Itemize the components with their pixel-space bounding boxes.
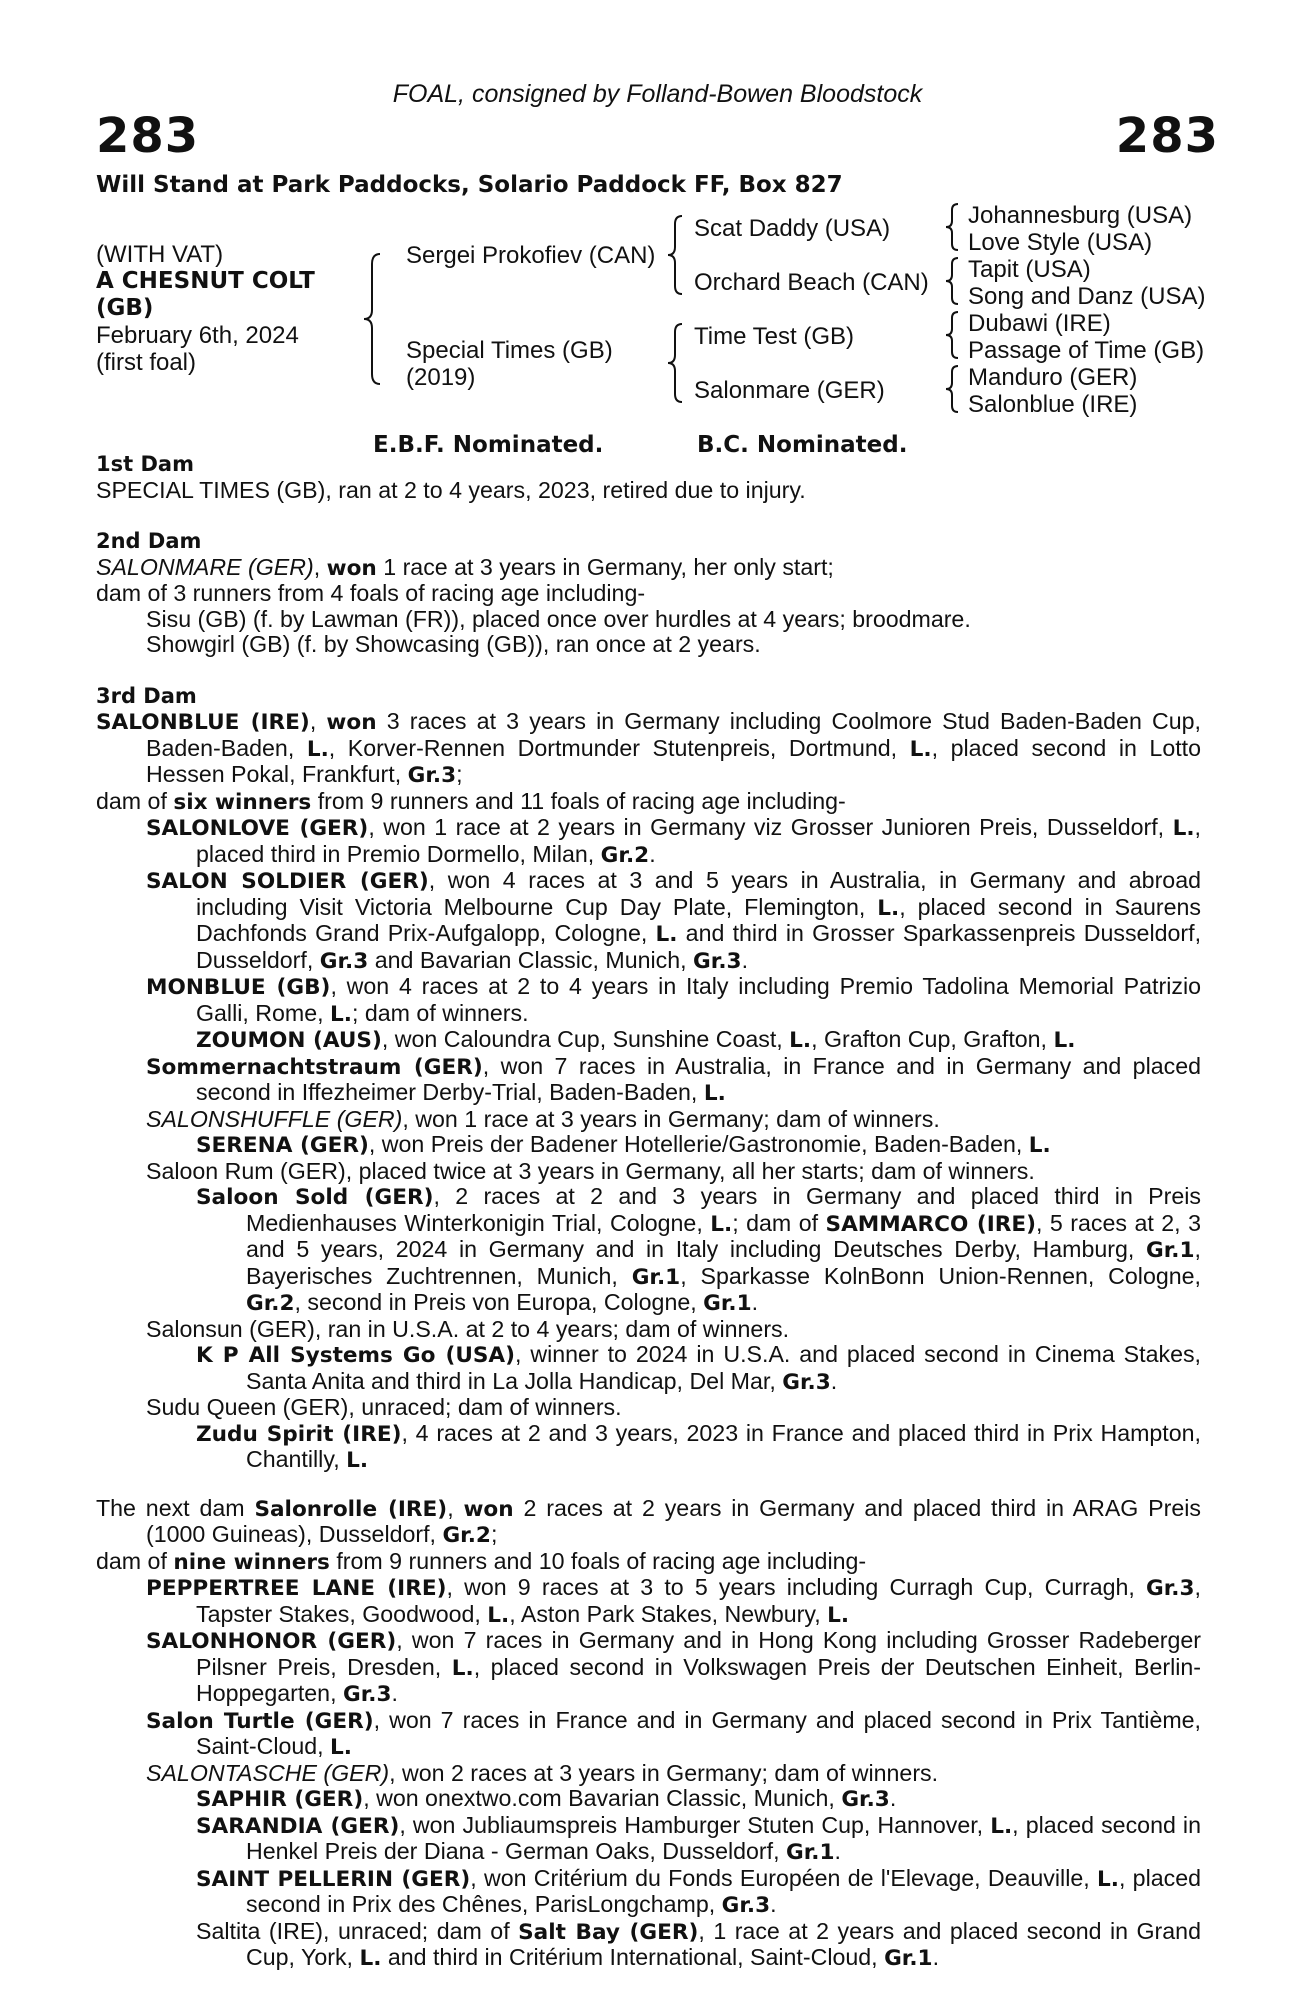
pedigree-g3-4: Song and Danz (USA) xyxy=(968,283,1206,310)
produce-kp-all-systems-go: K P All Systems Go (USA), winner to 2024 in U.S.A. and placed second in Cinema Stakes, Santa Anita and third in La Jolla Handicap, Del Mar, Gr.3. xyxy=(196,1341,1201,1395)
lot-number-left: 283 xyxy=(96,108,200,164)
pedigree-brace-sire xyxy=(666,214,688,296)
second-dam-produce-sisu: Sisu (GB) (f. by Lawman (FR)), placed once over hurdles at 4 years; broodmare. xyxy=(146,605,971,632)
pedigree-sire-sire: Scat Daddy (USA) xyxy=(694,215,891,242)
pedigree-dam: Special Times (GB) xyxy=(406,337,613,364)
stand-info: Will Stand at Park Paddocks, Solario Paddock FF, Box 827 xyxy=(96,172,843,198)
pedigree-dam-dam: Salonmare (GER) xyxy=(694,377,885,404)
bc-nomination: B.C. Nominated. xyxy=(697,432,908,458)
horse-name: A CHESNUT COLT xyxy=(96,268,315,294)
next-dam-produce-summary: dam of nine winners from 9 runners and 10 foals of racing age including- xyxy=(96,1547,867,1575)
vat-note: (WITH VAT) xyxy=(96,241,224,268)
second-dam-produce-summary: dam of 3 runners from 4 foals of racing age including- xyxy=(96,580,646,606)
first-foal-note: (first foal) xyxy=(96,349,197,376)
third-dam-heading: 3rd Dam xyxy=(96,683,197,708)
produce-salonhonor: SALONHONOR (GER), won 7 races in Germany and in Hong Kong including Grosser Radeberger Pilsner Preis, Dresden, L., placed second in Volkswagen Preis der Deutschen Einheit, Berlin-Hoppegarten, Gr.3. xyxy=(146,1627,1202,1707)
pedigree-brace-g3 xyxy=(944,310,964,360)
produce-salonlove: SALONLOVE (GER), won 1 race at 2 years in Germany viz Grosser Junioren Preis, Dusseldorf, L., placed third in Premio Dormello, Milan, Gr.2. xyxy=(146,814,1201,868)
second-dam-produce-showgirl: Showgirl (GB) (f. by Showcasing (GB)), ran once at 2 years. xyxy=(146,631,761,657)
produce-zoumon: ZOUMON (AUS), won Caloundra Cup, Sunshine Coast, L., Grafton Cup, Grafton, L. xyxy=(196,1026,1076,1053)
produce-salon-turtle: Salon Turtle (GER), won 7 races in France and in Germany and placed second in Prix Tantième, Saint-Cloud, L. xyxy=(146,1706,1201,1760)
produce-peppertree-lane: PEPPERTREE LANE (IRE), won 9 races at 3 to 5 years including Curragh Cup, Curragh, Gr.3, Tapster Stakes, Goodwood, L., Aston Park Stakes, Newbury, L. xyxy=(146,1574,1201,1628)
pedigree-g3-1: Johannesburg (USA) xyxy=(968,202,1193,229)
lot-number-right: 283 xyxy=(1115,108,1219,164)
pedigree-dam-sire: Time Test (GB) xyxy=(694,323,855,350)
produce-saltita: Saltita (IRE), unraced; dam of Salt Bay (GER), 1 race at 2 years and placed second in Grand Cup, York, L. and third in Critérium International, Saint-Cloud, Gr.1. xyxy=(196,1917,1201,1971)
pedigree-g3-5: Dubawi (IRE) xyxy=(968,310,1111,337)
pedigree-brace-dam xyxy=(666,322,688,404)
second-dam-salonmare: SALONMARE (GER), won 1 race at 3 years in Germany, her only start; xyxy=(96,553,834,581)
pedigree-brace-g1 xyxy=(944,202,964,252)
pedigree-g3-7: Manduro (GER) xyxy=(968,364,1138,391)
pedigree-brace-main xyxy=(362,252,386,386)
pedigree-brace-g2 xyxy=(944,256,964,306)
first-dam-text: SPECIAL TIMES (GB), ran at 2 to 4 years, 2023, retired due to injury. xyxy=(96,476,806,503)
pedigree-sire-dam: Orchard Beach (CAN) xyxy=(694,269,929,296)
third-dam-salonblue: SALONBLUE (IRE), won 3 races at 3 years in Germany including Coolmore Stud Baden-Baden Cup, Baden-Baden, L., Korver-Rennen Dortmunder Stutenpreis, Dortmund, L., placed second in Lotto Hessen Pokal, Frankfurt, Gr.3; xyxy=(96,708,1201,788)
produce-salon-soldier: SALON SOLDIER (GER), won 4 races at 3 and 5 years in Australia, in Germany and abroad including Visit Victoria Melbourne Cup Day Plate, Flemington, L., placed second in Saurens Dachfonds Grand Prix-Aufgalopp, Cologne, L. and third in Grosser Sparkassenpreis Dusseldorf, Dusseldorf, Gr.3 and Bavarian Classic, Munich, Gr.3. xyxy=(146,867,1202,974)
pedigree-page-body xyxy=(96,452,1201,1972)
first-dam-heading: 1st Dam xyxy=(96,452,194,476)
produce-serena: SERENA (GER), won Preis der Badener Hotellerie/Gastronomie, Baden-Baden, L. xyxy=(196,1131,1051,1158)
produce-sarandia: SARANDIA (GER), won Jubliaumspreis Hamburger Stuten Cup, Hannover, L., placed second in Henkel Preis der Diana - German Oaks, Dusseldorf, Gr.1. xyxy=(196,1811,1201,1865)
pedigree-g3-8: Salonblue (IRE) xyxy=(968,391,1138,418)
next-dam-salonrolle: The next dam Salonrolle (IRE), won 2 races at 2 years in Germany and placed third in ARAG Preis (1000 Guineas), Dusseldorf, Gr.2; xyxy=(96,1494,1202,1548)
produce-saphir: SAPHIR (GER), won onextwo.com Bavarian Classic, Munich, Gr.3. xyxy=(196,1785,897,1812)
produce-salonshuffle: SALONSHUFFLE (GER), won 1 race at 3 years in Germany; dam of winners. xyxy=(146,1105,940,1132)
produce-sommernachtstraum: Sommernachtstraum (GER), won 7 races in Australia, in France and in Germany and placed second in Iffezheimer Derby-Trial, Baden-Baden, L. xyxy=(146,1052,1201,1106)
pedigree-g3-6: Passage of Time (GB) xyxy=(968,337,1205,364)
third-dam-produce-summary: dam of six winners from 9 runners and 11 foals of racing age including- xyxy=(96,787,846,815)
second-dam-heading: 2nd Dam xyxy=(96,529,202,553)
produce-monblue: MONBLUE (GB), won 4 races at 2 to 4 years in Italy including Premio Tadolina Memorial Patrizio Galli, Rome, L.; dam of winners. xyxy=(146,973,1202,1027)
produce-saint-pellerin: SAINT PELLERIN (GER), won Critérium du Fonds Européen de l'Elevage, Deauville, L., placed second in Prix des Chênes, ParisLongchamp, Gr.3. xyxy=(196,1864,1202,1918)
produce-saloon-sold: Saloon Sold (GER), 2 races at 2 and 3 years in Germany and placed third in Preis Medienhauses Winterkonigin Trial, Cologne, L.; dam of SAMMARCO (IRE), 5 races at 2, 3 and 5 years, 2024 in Germany and in Italy including Deutsches Derby, Hamburg, Gr.1, Bayerisches Zuchtrennen, Munich, Gr.1, Sparkasse KolnBonn Union-Rennen, Cologne, Gr.2, second in Preis von Europa, Cologne, Gr.1. xyxy=(196,1183,1201,1316)
produce-salontasche: SALONTASCHE (GER), won 2 races at 3 years in Germany; dam of winners. xyxy=(146,1759,939,1786)
pedigree-g3-3: Tapit (USA) xyxy=(968,256,1091,283)
pedigree-dam-year: (2019) xyxy=(406,364,476,391)
produce-salonsun: Salonsun (GER), ran in U.S.A. at 2 to 4 years; dam of winners. xyxy=(146,1315,790,1342)
produce-sudu-queen: Sudu Queen (GER), unraced; dam of winners. xyxy=(146,1394,622,1420)
produce-saloon-rum: Saloon Rum (GER), placed twice at 3 years in Germany, all her starts; dam of winners. xyxy=(146,1157,1035,1184)
consignment-line: FOAL, consigned by Folland-Bowen Bloodstock xyxy=(392,80,923,108)
foaling-date: February 6th, 2024 xyxy=(96,322,299,349)
produce-zudu-spirit: Zudu Spirit (IRE), 4 races at 2 and 3 years, 2023 in France and placed third in Prix Hampton, Chantilly, L. xyxy=(196,1419,1201,1473)
ebf-nomination: E.B.F. Nominated. xyxy=(373,432,604,458)
pedigree-brace-g4 xyxy=(944,364,964,414)
horse-name-country: (GB) xyxy=(96,295,154,321)
pedigree-sire: Sergei Prokofiev (CAN) xyxy=(406,242,656,269)
pedigree-g3-2: Love Style (USA) xyxy=(968,229,1153,256)
